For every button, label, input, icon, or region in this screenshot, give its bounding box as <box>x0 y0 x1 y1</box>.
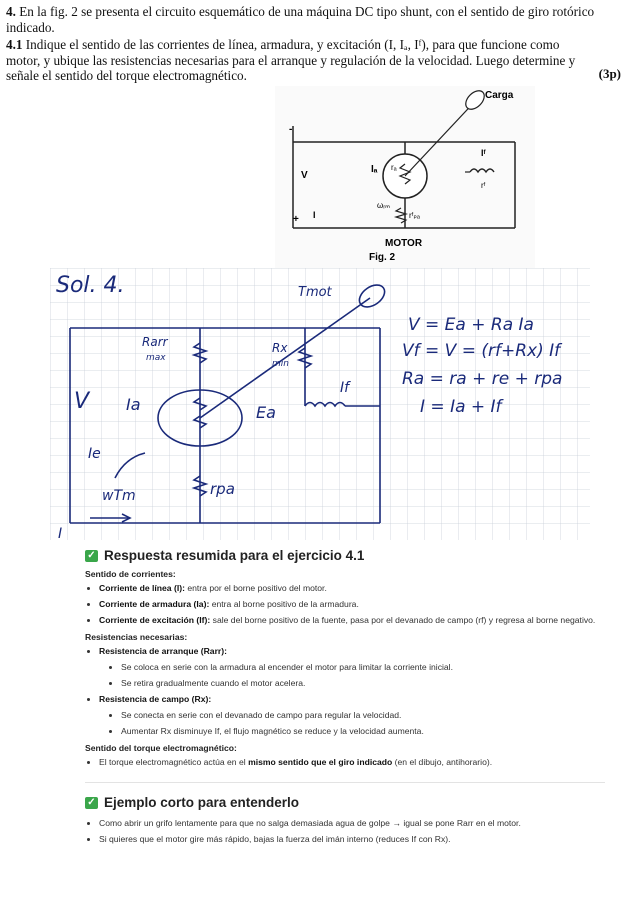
list-item <box>99 646 605 657</box>
example-heading <box>85 795 605 810</box>
list-item <box>99 599 605 610</box>
circuit-svg <box>275 86 535 268</box>
circuit-figure <box>275 86 535 268</box>
torque-heading: Sentido del torque electromagnético: <box>85 743 237 753</box>
divider <box>85 782 605 783</box>
torque-key: mismo sentido que el giro indicado <box>248 757 393 767</box>
check-icon: ✓ <box>85 550 98 562</box>
hw-rarr-sub: max <box>146 353 166 363</box>
item-text: sale del borne positivo de la fuente, pasa por el devanado de campo (rf) y regresa al borne negativo. <box>210 615 596 625</box>
resist-list <box>85 646 605 737</box>
ra-label: rₐ <box>391 163 397 172</box>
currents-list <box>85 583 605 626</box>
rarr-key: Resistencia de arranque (Rarr): <box>99 646 227 656</box>
points-label: (3p) <box>598 66 621 81</box>
load-label: Carga <box>485 90 514 101</box>
wm-label: ωᵣₘ <box>377 201 391 210</box>
hw-eq4: I = Ia + If <box>420 397 502 417</box>
sub-number: 4.1 <box>6 37 23 52</box>
answer-section <box>85 548 605 850</box>
hw-v: V <box>74 389 90 414</box>
hw-rpa: rpa <box>210 480 235 498</box>
motor-label: MOTOR <box>385 238 423 249</box>
example-title: Ejemplo corto para entenderlo <box>104 795 300 810</box>
list-item: • Como abrir un grifo lentamente para que no salga demasiada agua de golpe → igual se pone Rarr en el motor. <box>99 818 605 829</box>
list-item <box>99 694 605 705</box>
plus-sign: + <box>293 214 299 225</box>
torque-post: (en el dibujo, antihorario). <box>392 757 493 767</box>
rx-key: Resistencia de campo (Rx): <box>99 694 212 704</box>
torque-list <box>85 757 605 768</box>
answer-heading <box>85 548 605 563</box>
handwritten-svg <box>50 268 590 540</box>
check-icon: ✓ <box>85 797 98 809</box>
example-list <box>85 818 605 845</box>
problem-statement <box>6 4 618 84</box>
list-item <box>99 583 605 594</box>
item-key: Corriente de línea (I): <box>99 583 185 593</box>
rf-label: rᶠ <box>481 181 486 190</box>
hw-eq3: Ra = ra + re + rpa <box>402 369 563 389</box>
item-text: entra por el borne positivo del motor. <box>184 583 327 593</box>
list-item: • Se conecta en serie con el devanado de campo para regular la velocidad. <box>121 710 605 721</box>
item-key: Corriente de armadura (Ia): <box>99 599 210 609</box>
list-item <box>99 615 605 626</box>
problem-intro <box>6 4 618 35</box>
hw-ia: Ia <box>126 395 141 414</box>
answer-title: Respuesta resumida para el ejercicio 4.1 <box>104 548 365 563</box>
hw-ea: Ea <box>256 403 276 422</box>
rfpa-label: rᶠₚₐ <box>409 211 420 220</box>
problem-question <box>6 37 618 84</box>
list-item <box>99 757 605 768</box>
handwritten-solution <box>50 268 590 540</box>
problem-intro-text: En la fig. 2 se presenta el circuito esquemático de una máquina DC tipo shunt, con el sentido de giro rotórico indicado. <box>6 4 595 35</box>
resist-heading: Resistencias necesarias: <box>85 632 188 642</box>
hw-eq2: Vf = V = (rf+Rx) If <box>402 341 561 361</box>
currents-heading: Sentido de corrientes: <box>85 569 176 579</box>
hw-rx-sub: min <box>272 359 289 369</box>
minus-sign: - <box>289 124 293 135</box>
hw-title: Sol. 4. <box>56 273 125 298</box>
list-item: • Se coloca en serie con la armadura al encender el motor para limitar la corriente inicial. <box>121 662 605 673</box>
hw-wm: wTm <box>102 488 136 504</box>
list-item: • Aumentar Rx disminuye If, el flujo magnético se reduce y la velocidad aumenta. <box>121 726 605 737</box>
hw-eq1: V = Ea + Ra Ia <box>408 315 534 335</box>
hw-ie: Ie <box>88 446 101 462</box>
hw-rarr: Rarr <box>142 335 168 349</box>
v-label: V <box>301 170 308 181</box>
ia-label: Iₐ <box>371 164 378 175</box>
question-text: Indique el sentido de las corrientes de línea, armadura, y excitación (I, Iₐ, Iᶠ), para que funcione como motor, y ubique las resistencias necesarias para el arranque y regulación de la velocidad. Luego determine y señale el sentido del torque electromagnético. <box>6 37 576 83</box>
list-item: • Si quieres que el motor gire más rápido, bajas la fuerza del imán interno (reduces If con Rx). <box>99 834 605 845</box>
i-label: I <box>313 210 316 220</box>
item-key: Corriente de excitación (If): <box>99 615 211 625</box>
figure-caption: Fig. 2 <box>369 252 396 263</box>
if-label: Iᶠ <box>481 148 486 158</box>
problem-number: 4. <box>6 4 16 19</box>
list-item: • Se retira gradualmente cuando el motor acelera. <box>121 678 605 689</box>
hw-i: I <box>58 526 63 540</box>
torque-pre: El torque electromagnético actúa en el <box>99 757 249 767</box>
hw-tmot: Tmot <box>298 285 332 300</box>
hw-rx: Rx <box>272 341 288 355</box>
item-text: entra al borne positivo de la armadura. <box>209 599 359 609</box>
hw-if: If <box>340 380 350 396</box>
